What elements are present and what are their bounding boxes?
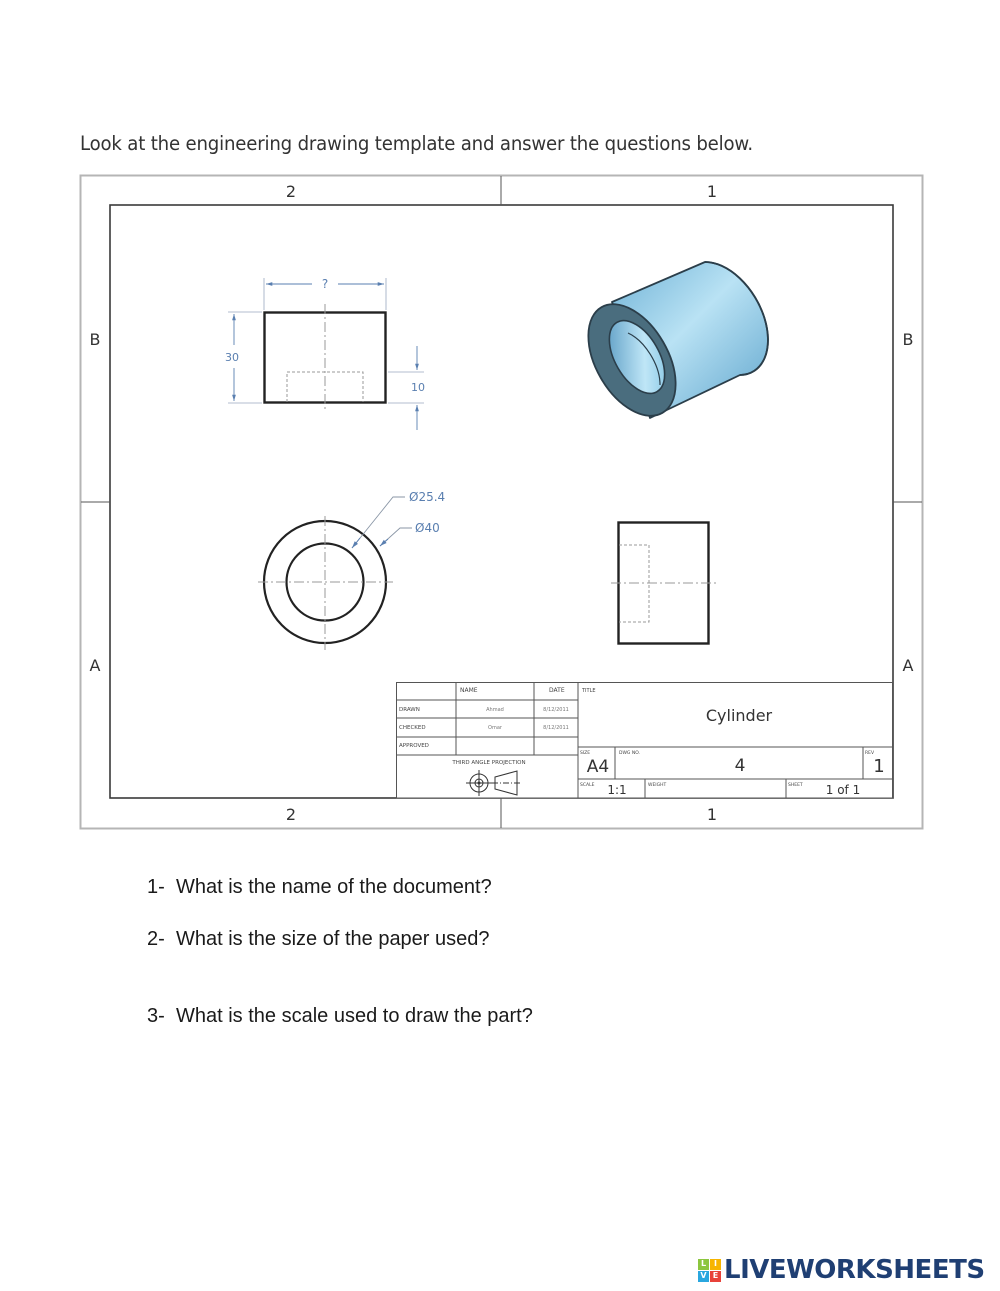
zone-row-left-b: B (89, 330, 101, 349)
zone-col-top-2: 2 (285, 182, 297, 201)
scale-value: 1:1 (607, 783, 627, 797)
sheet-label: SHEET (788, 783, 803, 788)
row-approved-label: APPROVED (399, 743, 429, 749)
row-drawn-date: 8/12/2011 (543, 707, 569, 713)
zone-row-right-b: B (902, 330, 914, 349)
badge-letter-e: E (710, 1271, 721, 1282)
question-2 (147, 928, 490, 951)
projection-label: THIRD ANGLE PROJECTION (452, 760, 526, 766)
scale-label: SCALE (580, 783, 595, 788)
zone-col-top-1: 1 (706, 182, 718, 201)
question-1-text: What is the name of the document? (176, 876, 492, 898)
question-1-number: 1- (147, 876, 165, 898)
revision: 1 (873, 756, 885, 777)
question-2-number: 2- (147, 928, 165, 950)
drawing-number: 4 (734, 756, 746, 776)
badge-letter-v: V (698, 1271, 709, 1282)
title-label: TITLE (582, 688, 596, 694)
question-3-text: What is the scale used to draw the part? (176, 1005, 533, 1027)
brand-name: LIVEWORKSHEETS (724, 1255, 985, 1285)
outer-diameter-label: Ø40 (415, 521, 440, 535)
height-dimension: 30 (225, 351, 239, 364)
question-1 (147, 876, 492, 899)
row-drawn-label: DRAWN (399, 707, 420, 713)
width-dimension: ? (321, 277, 329, 291)
zone-col-bottom-1: 1 (706, 805, 718, 824)
row-drawn-name: Ahmad (486, 707, 504, 713)
live-badge-icon (698, 1259, 721, 1282)
dwg-no-label: DWG NO. (619, 751, 640, 756)
rev-label: REV (865, 751, 875, 756)
drawing-title: Cylinder (705, 706, 773, 725)
badge-letter-i: I (710, 1259, 721, 1270)
sheet-value: 1 of 1 (825, 783, 861, 797)
title-block (397, 682, 894, 798)
instruction-text: Look at the engineering drawing template and answer the questions below. (80, 132, 753, 155)
question-2-text: What is the size of the paper used? (176, 928, 490, 950)
question-3-number: 3- (147, 1005, 165, 1027)
badge-letter-l: L (698, 1259, 709, 1270)
row-checked-date: 8/12/2011 (543, 725, 569, 731)
paper-size: A4 (586, 757, 610, 777)
zone-col-bottom-2: 2 (285, 805, 297, 824)
size-label: SIZE (580, 751, 591, 756)
question-3 (147, 1005, 533, 1028)
header-date: DATE (549, 687, 565, 694)
weight-label: WEIGHT (648, 783, 667, 788)
row-checked-name: Omar (488, 725, 502, 731)
zone-row-right-a: A (902, 656, 914, 675)
header-name: NAME (460, 687, 478, 694)
liveworksheets-logo[interactable] (698, 1255, 985, 1285)
zone-row-left-a: A (89, 656, 101, 675)
inner-diameter-label: Ø25.4 (409, 490, 446, 504)
hole-depth-dimension: 10 (411, 381, 425, 394)
row-checked-label: CHECKED (399, 725, 426, 731)
